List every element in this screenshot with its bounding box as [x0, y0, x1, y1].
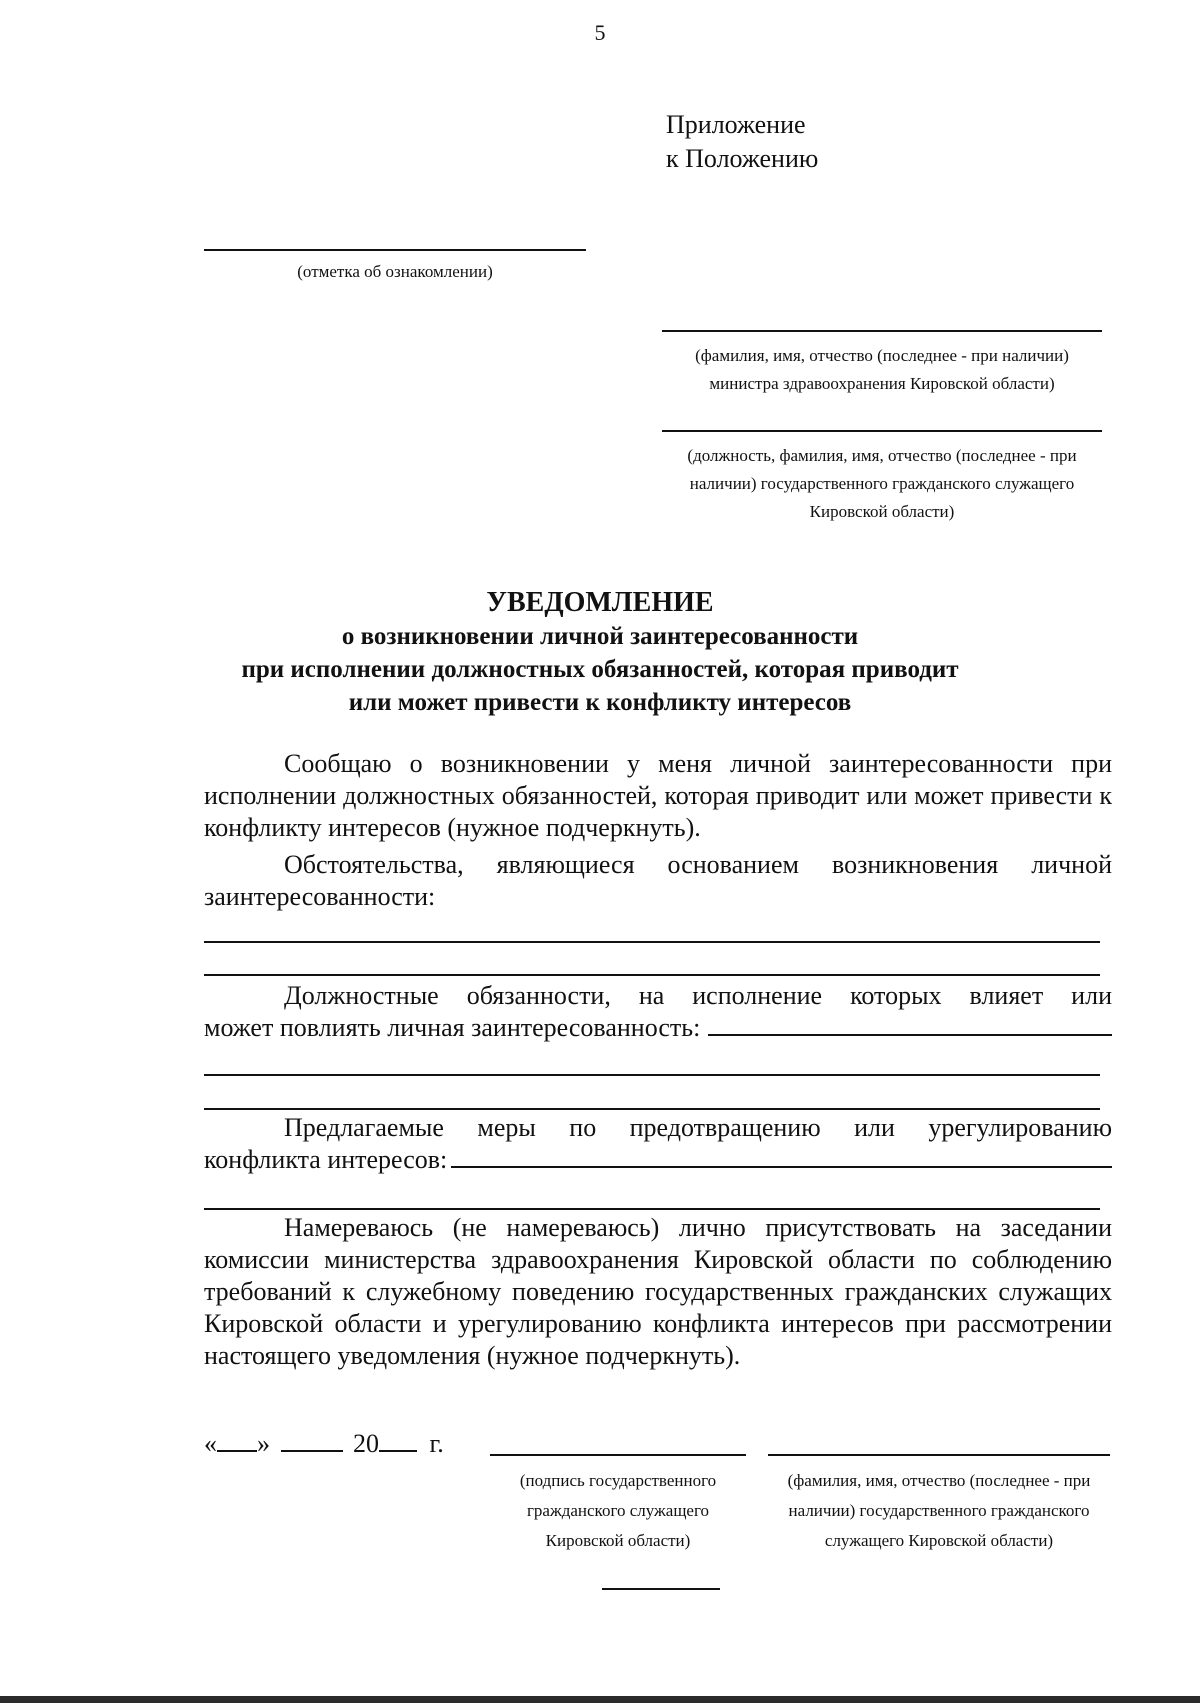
signer-name-line: [768, 1454, 1110, 1456]
duties-line-2: может повлиять личная заинтересованность:: [204, 1013, 701, 1042]
acknowledgment-caption: (отметка об ознакомлении): [297, 262, 493, 281]
signature-caption: [490, 1466, 746, 1556]
signature-line: [490, 1454, 746, 1456]
signature-row: [204, 1428, 444, 1459]
signer-caption-line-1: (фамилия, имя, отчество (последнее - при: [787, 1471, 1091, 1490]
year-blank: [379, 1428, 417, 1452]
paragraph-duties: [204, 980, 1112, 1044]
month-blank: [281, 1428, 343, 1452]
paragraph-measures: [204, 1112, 1112, 1176]
title-line-3: при исполнении должностных обязанностей, которая приводит: [241, 656, 959, 683]
title-line-2: о возникновении личной заинтересованности: [341, 623, 859, 650]
paragraph-attendance: Намереваюсь (не намереваюсь) лично присутствовать на заседании комиссии министерства здравоохранения Кировской области по соблюдению требований к служебному поведению государственных гражданских служащих Кировской области и урегулированию конфликта интересов при рассмотрении настоящего уведомления (нужное подчеркнуть).: [204, 1213, 1112, 1370]
signature-caption-line-2: гражданского служащего: [526, 1501, 710, 1520]
circumstances-line-2: [204, 974, 1100, 976]
appendix-heading: [666, 108, 818, 176]
date-quote-open: «: [204, 1429, 217, 1458]
measures-line-1: Предлагаемые меры по предотвращению или урегулированию: [284, 1113, 1112, 1142]
sender-name-line: [662, 430, 1102, 432]
document-title: УВЕДОМЛЕНИЕ: [486, 587, 714, 618]
page-number: 5: [594, 20, 606, 45]
day-blank: [217, 1428, 257, 1452]
signer-caption-line-3: служащего Кировской области): [824, 1531, 1054, 1550]
appendix-line-1: Приложение: [666, 110, 806, 139]
sender-caption-line-3: Кировской области): [809, 502, 955, 521]
sender-caption: [662, 442, 1102, 526]
minister-caption-line-1: (фамилия, имя, отчество (последнее - при наличии): [695, 346, 1069, 365]
duties-line-extra-1: [204, 1074, 1100, 1076]
sender-caption-line-2: наличии) государственного гражданского служащего: [689, 474, 1075, 493]
circumstances-line-1: [204, 941, 1100, 943]
paragraph-circumstances: Обстоятельства, являющиеся основанием возникновения личной заинтересованности:: [204, 850, 1112, 911]
appendix-line-2: к Положению: [666, 144, 819, 173]
minister-name-line: [662, 330, 1102, 332]
year-prefix: 20: [353, 1429, 379, 1458]
paragraph-notification: Сообщаю о возникновении у меня личной заинтересованности при исполнении должностных обязанностей, которая приводит или может привести к конфликту интересов (нужное подчеркнуть).: [204, 749, 1112, 842]
signature-caption-line-3: Кировской области): [545, 1531, 691, 1550]
date-quote-close: »: [257, 1429, 270, 1458]
closing-line: [602, 1588, 720, 1590]
measures-line-extra: [204, 1208, 1100, 1210]
scan-edge: [0, 1696, 1200, 1703]
year-suffix: г.: [429, 1429, 444, 1458]
acknowledgment-line: [204, 249, 586, 251]
duties-line-1: Должностные обязанности, на исполнение которых влияет или: [284, 981, 1112, 1010]
duties-line-extra-2: [204, 1108, 1100, 1110]
signer-name-caption: [760, 1466, 1118, 1556]
minister-caption-line-2: министра здравоохранения Кировской области): [709, 374, 1055, 393]
measures-input-line: [451, 1144, 1112, 1168]
duties-input-line: [708, 1012, 1112, 1036]
title-line-4: или может привести к конфликту интересов: [348, 689, 852, 716]
signer-caption-line-2: наличии) государственного гражданского: [788, 1501, 1090, 1520]
minister-caption: [662, 342, 1102, 398]
signature-caption-line-1: (подпись государственного: [519, 1471, 717, 1490]
sender-caption-line-1: (должность, фамилия, имя, отчество (последнее - при: [687, 446, 1077, 465]
measures-line-2: конфликта интересов:: [204, 1145, 448, 1174]
